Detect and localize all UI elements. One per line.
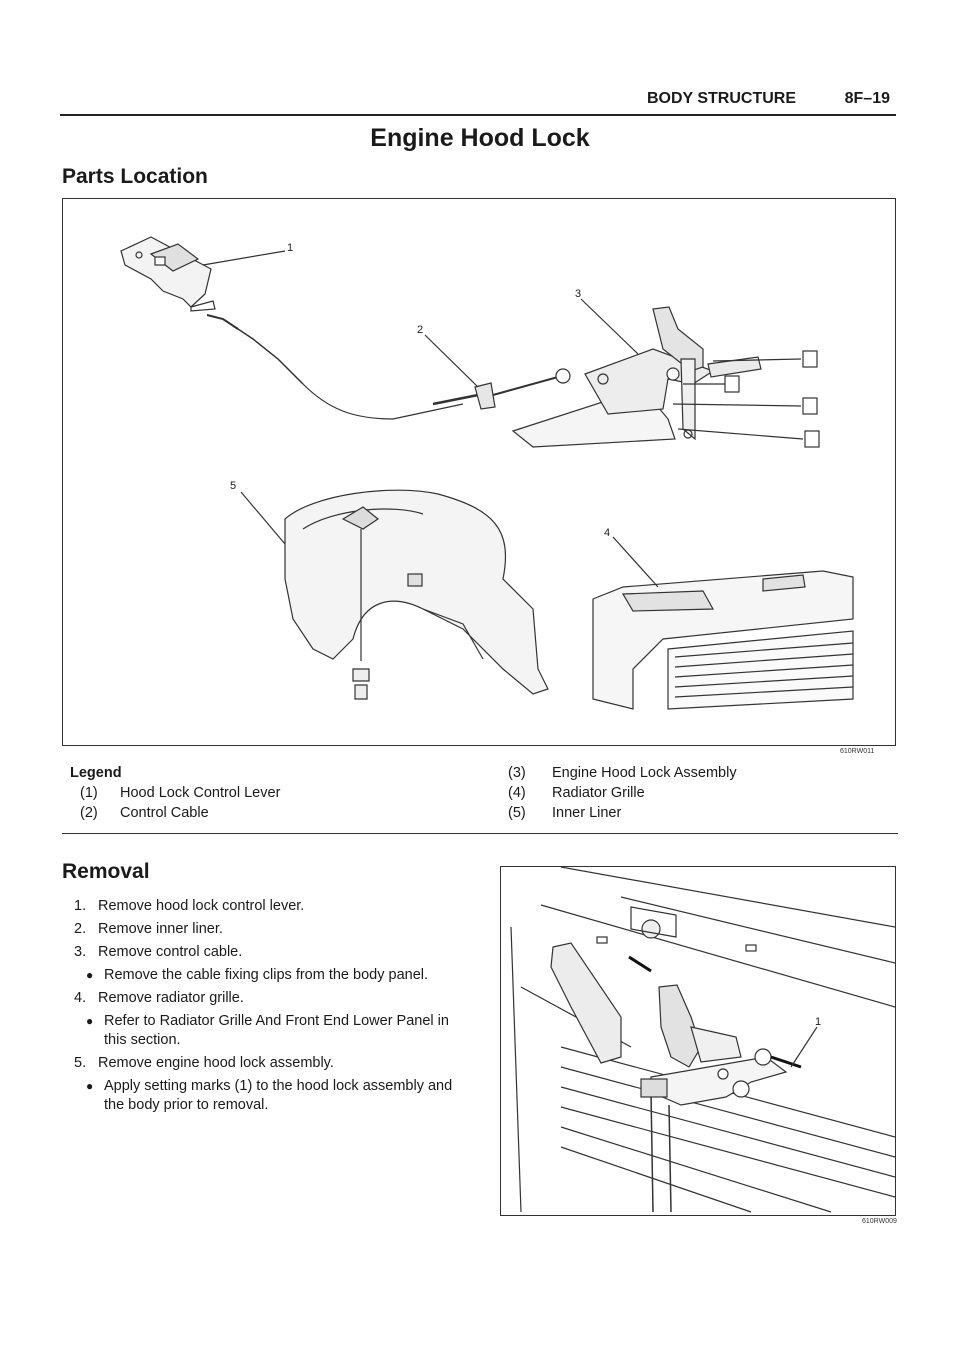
legend-item: (5) Inner Liner [508,805,622,821]
bullet-icon: ● [86,1079,94,1093]
page-title: Engine Hood Lock [370,124,590,152]
legend-item: (1) Hood Lock Control Lever [80,785,281,801]
header-section: BODY STRUCTURE [646,90,796,107]
removal-heading: Removal [62,860,150,883]
radiator-grille-drawing [593,571,853,709]
figure2-code: 610RW009 [862,1218,897,1225]
removal-step: 4. Remove radiator grille. [74,990,244,1006]
legend-title: Legend [70,765,122,781]
bullet-icon: ● [86,968,94,982]
engine-hood-lock-assembly-drawing [513,307,761,447]
removal-figure [500,866,896,1216]
callout-3: 3 [575,288,582,300]
legend-item: (3) Engine Hood Lock Assembly [508,765,737,781]
callout-4: 4 [604,527,611,539]
page-header [60,90,896,114]
removal-note: ● Refer to Radiator Grille And Front End Lower Panel in this section. [86,1013,449,1048]
parts-location-figure [62,198,896,746]
legend-item: (2) Control Cable [80,805,209,821]
callout-1: 1 [287,242,294,254]
parts-location-heading: Parts Location [62,165,208,188]
header-page-number: 8F–19 [844,90,890,107]
removal-step: 5. Remove engine hood lock assembly. [74,1055,334,1071]
callout-2: 2 [417,324,424,336]
removal-note: ● Apply setting marks (1) to the hood lock assembly and the body prior to removal. [86,1078,453,1113]
hood-lock-removal-illustration [501,867,895,1215]
hood-lock-control-lever-drawing [121,237,215,311]
header-rule [60,114,896,116]
callout-5: 5 [230,480,237,492]
removal-step: 3. Remove control cable. [74,944,243,960]
section-divider [62,833,898,834]
removal-step: 1. Remove hood lock control lever. [74,898,305,914]
inner-liner-drawing [285,490,548,699]
removal-steps [74,897,474,1119]
parts-location-illustration [63,199,895,745]
legend-item: (4) Radiator Grille [508,785,645,801]
bullet-icon: ● [86,1014,94,1028]
figure1-code: 610RW011 [840,748,875,755]
removal-note: ● Remove the cable fixing clips from the body panel. [86,967,429,983]
removal-step: 2. Remove inner liner. [74,921,223,937]
callout-1-removal: 1 [815,1016,822,1028]
